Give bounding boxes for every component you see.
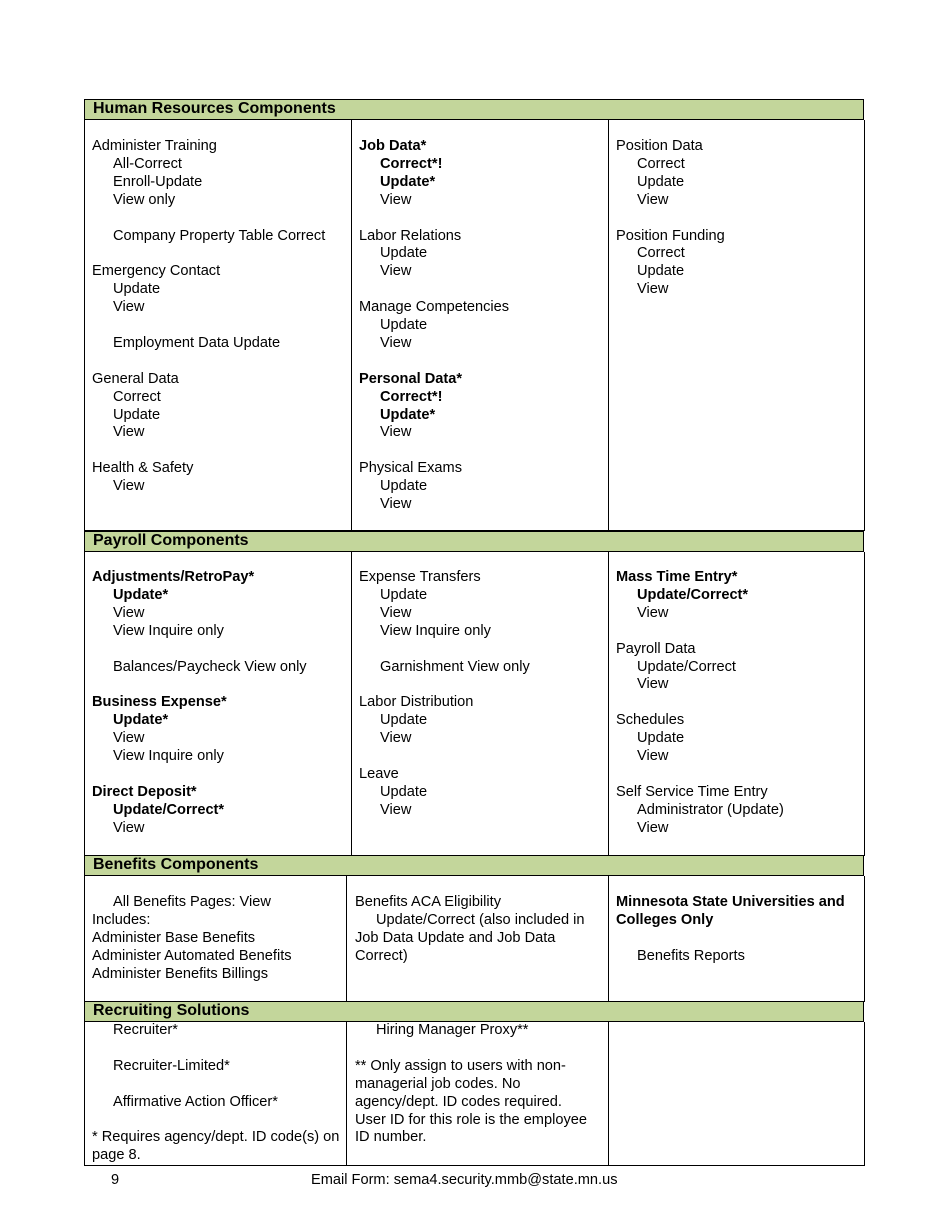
list-item: Administer Base Benefits: [92, 929, 256, 946]
list-item: Leave: [359, 765, 399, 782]
hr-col-1: [92, 138, 325, 496]
list-item: All-Correct: [113, 155, 182, 172]
spacer: [92, 245, 325, 263]
spacer: [359, 641, 530, 659]
spacer: [359, 353, 509, 371]
spacer: [359, 210, 509, 228]
list-item: View: [380, 730, 412, 747]
list-item: Update*: [380, 406, 436, 423]
list-item: View: [113, 424, 145, 441]
list-item: Benefits ACA Eligibility: [355, 894, 502, 910]
list-item: Direct Deposit*: [92, 783, 197, 800]
list-item: View Inquire only: [113, 748, 224, 765]
list-item: View: [637, 191, 669, 208]
benefits-col-1: [92, 894, 292, 984]
payroll-col-3: [616, 569, 784, 838]
spacer: [616, 930, 856, 948]
spacer: [616, 623, 784, 641]
list-item: Schedules: [616, 712, 685, 729]
list-item: Includes:: [92, 911, 151, 928]
list-item: View: [637, 281, 669, 298]
list-item: Balances/Paycheck View only: [113, 658, 307, 675]
list-item: Personal Data*: [359, 370, 463, 387]
list-item: Correct: [113, 388, 161, 405]
list-item: Administer Benefits Billings: [92, 965, 269, 982]
list-item: Mass Time Entry*: [616, 569, 738, 585]
list-item: Health & Safety: [92, 460, 194, 477]
spacer: [92, 1076, 342, 1094]
list-item: View: [380, 801, 412, 818]
spacer: [92, 766, 307, 784]
list-item: Recruiter*: [113, 1022, 178, 1038]
list-item: View: [113, 819, 145, 836]
benefits-col-2: [355, 894, 605, 966]
spacer: [616, 210, 725, 228]
list-item: View: [113, 604, 145, 621]
payroll-col-2: [359, 569, 530, 820]
recruiting-section-title: Recruiting Solutions: [93, 1002, 250, 1019]
list-item: View: [380, 604, 412, 621]
payroll-section-header: [84, 531, 864, 552]
list-item: View: [380, 424, 412, 441]
list-item: Manage Competencies: [359, 299, 510, 316]
spacer: [92, 1040, 342, 1058]
list-item: View: [380, 496, 412, 513]
list-item: Expense Transfers: [359, 569, 481, 585]
recruiting-proxy-note: ** Only assign to users with non-managerial job codes. No agency/dept. ID codes required. User ID for this role is the employee ID number.: [355, 1057, 587, 1146]
spacer: [616, 694, 784, 712]
list-item: Administrator (Update): [637, 801, 784, 818]
footer-email: Email Form: sema4.security.mmb@state.mn.us: [311, 1172, 618, 1188]
list-item: Correct: [637, 155, 685, 172]
list-item: Affirmative Action Officer*: [113, 1093, 278, 1110]
list-item: Update: [113, 406, 161, 423]
list-item: Benefits Reports: [637, 947, 745, 964]
list-item: Business Expense*: [92, 694, 227, 711]
spacer: [359, 676, 530, 694]
benefits-col-3: [616, 894, 856, 966]
list-item: Employment Data Update: [113, 334, 281, 351]
list-item: All Benefits Pages: View: [113, 894, 271, 910]
spacer: [359, 442, 509, 460]
spacer: [359, 281, 509, 299]
hr-section-title: Human Resources Components: [93, 100, 336, 117]
list-item: View: [380, 263, 412, 280]
spacer: [355, 1040, 587, 1058]
hr-col-2: [359, 138, 509, 514]
spacer: [92, 317, 325, 335]
recruiting-col-2: [355, 1022, 587, 1147]
list-item: Update/Correct*: [637, 586, 749, 603]
list-item: Update*: [113, 712, 169, 729]
list-item: Enroll-Update: [113, 173, 203, 190]
recruiting-section-header: [84, 1001, 864, 1022]
list-item: Update: [637, 730, 685, 747]
list-item: View: [380, 191, 412, 208]
list-item: Update: [380, 478, 428, 495]
spacer: [92, 641, 307, 659]
recruiting-footnote: * Requires agency/dept. ID code(s) on page 8.: [92, 1129, 340, 1164]
list-item: Correct*!: [380, 388, 443, 405]
list-item: Position Data: [616, 138, 703, 154]
spacer: [92, 676, 307, 694]
list-item: Update/Correct: [637, 658, 736, 675]
list-item: Update: [113, 281, 161, 298]
list-item: Update: [637, 173, 685, 190]
list-item: View: [637, 819, 669, 836]
list-item: Update*: [380, 173, 436, 190]
list-item: Update: [637, 263, 685, 280]
list-item: Physical Exams: [359, 460, 462, 477]
list-item: Payroll Data: [616, 640, 696, 657]
hr-col-3: [616, 138, 725, 299]
spacer: [92, 353, 325, 371]
list-item: Adjustments/RetroPay*: [92, 569, 255, 585]
list-item: Labor Distribution: [359, 694, 474, 711]
list-item: View: [380, 334, 412, 351]
list-item: Minnesota State Universities and Colleges Only: [616, 894, 845, 928]
list-item: Update/Correct*: [113, 801, 225, 818]
list-item: Job Data*: [359, 138, 427, 154]
list-item: Update: [380, 586, 428, 603]
list-item: View: [113, 299, 145, 316]
list-item: Update: [380, 245, 428, 262]
list-item: Update*: [113, 586, 169, 603]
recruiting-col-1: [92, 1022, 342, 1165]
list-item: View Inquire only: [113, 622, 224, 639]
payroll-col-1: [92, 569, 307, 838]
benefits-aca-note: Update/Correct (also included in Job Data Update and Job Data Correct): [355, 911, 585, 964]
page-number: 9: [111, 1172, 120, 1188]
list-item: View: [637, 676, 669, 693]
benefits-section-title: Benefits Components: [93, 856, 259, 873]
spacer: [92, 210, 325, 228]
list-item: Update: [380, 783, 428, 800]
spacer: [359, 748, 530, 766]
benefits-section-header: [84, 855, 864, 876]
list-item: Recruiter-Limited*: [113, 1057, 230, 1074]
spacer: [92, 1112, 342, 1130]
list-item: Correct*!: [380, 155, 443, 172]
list-item: View: [113, 478, 145, 495]
list-item: Hiring Manager Proxy**: [376, 1022, 529, 1038]
list-item: Position Funding: [616, 227, 725, 244]
list-item: View: [637, 748, 669, 765]
list-item: Garnishment View only: [380, 658, 530, 675]
spacer: [92, 442, 325, 460]
list-item: Update: [380, 317, 428, 334]
list-item: Administer Training: [92, 138, 217, 154]
payroll-section-title: Payroll Components: [93, 532, 249, 549]
recruiting-cell-3: [608, 1022, 865, 1166]
list-item: Update: [380, 712, 428, 729]
spacer: [616, 766, 784, 784]
list-item: Self Service Time Entry: [616, 783, 768, 800]
list-item: Company Property Table Correct: [113, 227, 326, 244]
list-item: View: [637, 604, 669, 621]
list-item: View only: [113, 191, 176, 208]
list-item: General Data: [92, 370, 179, 387]
list-item: [355, 912, 605, 966]
list-item: Administer Automated Benefits: [92, 947, 292, 964]
list-item: Labor Relations: [359, 227, 462, 244]
list-item: Emergency Contact: [92, 263, 221, 280]
hr-section-header: [84, 99, 864, 120]
list-item: View Inquire only: [380, 622, 491, 639]
list-item: Correct: [637, 245, 685, 262]
list-item: View: [113, 730, 145, 747]
